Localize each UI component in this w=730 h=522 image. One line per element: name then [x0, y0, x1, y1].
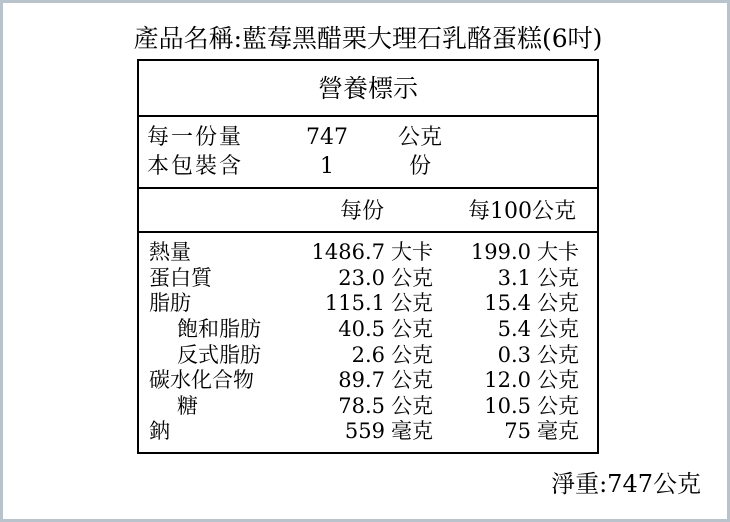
column-header-row: [139, 189, 597, 233]
nutrient-per-100g-unit: 公克: [537, 265, 579, 290]
nutrient-per-serving-unit: 公克: [391, 291, 433, 316]
nutrient-label: 飽和脂肪: [177, 316, 261, 341]
nutrient-per-100g-value: 199.0: [470, 240, 531, 265]
nutrient-per-serving-value: 559: [344, 419, 385, 444]
nutrient-per-serving-unit: 毫克: [391, 419, 433, 444]
nutrient-per-serving-unit: 公克: [391, 316, 433, 341]
nutrient-per-100g-value: 0.3: [497, 342, 531, 367]
nutrient-per-100g-value: 5.4: [497, 316, 531, 341]
nutrient-per-serving-value: 78.5: [338, 393, 385, 418]
column-header-per-100g: 每100公克: [468, 199, 576, 225]
serving-info-block: [139, 117, 597, 189]
nutrient-per-100g-value: 10.5: [484, 393, 531, 418]
nutrient-per-serving-value: 115.1: [324, 291, 385, 316]
nutrient-per-100g-value: 3.1: [497, 265, 531, 290]
product-title: 產品名稱:藍莓黑醋栗大理石乳酪蛋糕(6吋): [133, 24, 603, 53]
serving-size-unit: 公克: [397, 125, 442, 150]
nutrient-per-100g-unit: 公克: [537, 393, 579, 418]
nutrient-per-100g-value: 15.4: [484, 291, 531, 316]
nutrient-label: 糖: [177, 393, 198, 418]
nutrient-per-100g-unit: 大卡: [537, 240, 579, 265]
nutrient-label: 鈉: [149, 419, 170, 444]
servings-per-container-label: 本包裝含: [147, 154, 244, 180]
table-row: [139, 394, 597, 420]
nutrient-per-serving-value: 89.7: [338, 368, 385, 393]
nutrient-per-100g-unit: 公克: [537, 316, 579, 341]
table-row: [139, 240, 597, 266]
table-row: [139, 343, 597, 369]
nutrient-per-100g-value: 12.0: [484, 368, 531, 393]
column-header-spacer: [139, 194, 277, 225]
nutrient-per-serving-unit: 公克: [391, 368, 433, 393]
nutrient-label: 蛋白質: [149, 265, 212, 290]
nutrient-per-100g-unit: 公克: [537, 342, 579, 367]
nutrient-per-serving-unit: 公克: [391, 342, 433, 367]
nutrient-per-serving-value: 23.0: [338, 265, 385, 290]
nutrient-label: 碳水化合物: [149, 368, 254, 393]
nutrient-label: 反式脂肪: [177, 342, 261, 367]
table-row: [139, 266, 597, 292]
serving-size-label: 每一份量: [147, 125, 244, 150]
nutrient-label: 脂肪: [149, 291, 191, 316]
serving-size-value: 747: [306, 125, 348, 150]
nutrient-per-serving-value: 1486.7: [311, 240, 385, 265]
table-row: [139, 317, 597, 343]
nutrient-rows: [139, 233, 597, 452]
table-row: [139, 419, 597, 445]
nutrient-label: 熱量: [149, 240, 191, 265]
nutrient-per-serving-unit: 大卡: [391, 240, 433, 265]
nutrient-per-serving-unit: 公克: [391, 265, 433, 290]
servings-per-container-value: 1: [320, 154, 334, 180]
nutrition-panel-title: 營養標示: [139, 61, 597, 117]
nutrient-per-100g-unit: 毫克: [537, 419, 579, 444]
nutrient-per-100g-unit: 公克: [537, 368, 579, 393]
nutrient-per-serving-value: 40.5: [338, 316, 385, 341]
table-row: [139, 368, 597, 394]
table-row: [139, 291, 597, 317]
nutrient-per-serving-value: 2.6: [351, 342, 385, 367]
servings-per-container-row: [139, 152, 597, 181]
nutrition-facts-panel: [137, 59, 599, 454]
net-weight-text: 淨重:747公克: [551, 470, 701, 498]
nutrient-per-100g-value: 75: [504, 419, 531, 444]
servings-per-container-unit: 份: [408, 154, 431, 180]
nutrient-per-100g-unit: 公克: [537, 291, 579, 316]
nutrient-per-serving-unit: 公克: [391, 393, 433, 418]
serving-size-row: [139, 123, 597, 152]
column-header-per-serving: 每份: [339, 199, 384, 225]
